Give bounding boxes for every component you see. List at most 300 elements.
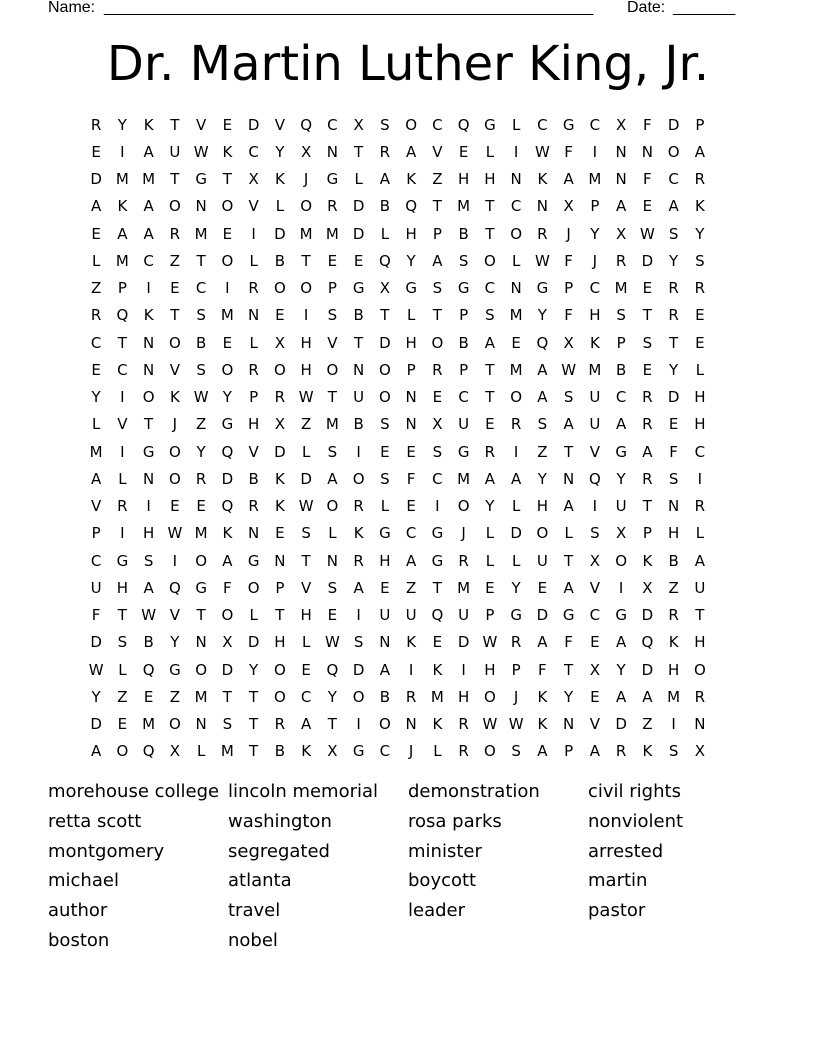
grid-letter[interactable]: M — [115, 170, 129, 189]
grid-letter[interactable]: J — [592, 251, 598, 270]
grid-letter[interactable]: R — [248, 497, 259, 516]
grid-letter[interactable]: D — [667, 388, 680, 407]
grid-letter[interactable]: E — [222, 115, 233, 134]
grid-letter[interactable]: N — [405, 415, 417, 434]
grid-letter[interactable]: G — [195, 170, 207, 189]
grid-letter[interactable]: D — [615, 715, 627, 734]
grid-letter[interactable]: S — [432, 442, 443, 461]
grid-letter[interactable]: I — [671, 715, 676, 734]
grid-letter[interactable]: D — [352, 224, 365, 243]
grid-letter[interactable]: F — [564, 251, 573, 270]
grid-letter[interactable]: T — [354, 333, 364, 352]
grid-letter[interactable]: D — [247, 633, 260, 652]
grid-letter[interactable]: B — [274, 742, 286, 761]
grid-letter[interactable]: Q — [431, 606, 444, 625]
grid-letter[interactable]: R — [248, 279, 259, 298]
grid-letter[interactable]: N — [510, 279, 522, 298]
grid-letter[interactable]: C — [537, 115, 548, 134]
grid-letter[interactable]: U — [589, 415, 601, 434]
grid-letter[interactable]: W — [193, 142, 209, 161]
grid-letter[interactable]: I — [356, 606, 361, 625]
grid-letter[interactable]: L — [249, 333, 258, 352]
grid-letter[interactable]: K — [274, 469, 285, 488]
grid-letter[interactable]: S — [485, 306, 495, 325]
grid-letter[interactable]: L — [406, 306, 416, 325]
grid-letter[interactable]: O — [510, 388, 523, 407]
grid-letter[interactable]: W — [88, 660, 104, 679]
grid-letter[interactable]: Y — [485, 497, 495, 516]
grid-letter[interactable]: M — [457, 197, 471, 216]
grid-letter[interactable]: I — [461, 660, 466, 679]
grid-letter[interactable]: G — [431, 551, 444, 570]
grid-letter[interactable]: M — [142, 170, 156, 189]
grid-letter[interactable]: C — [379, 742, 391, 761]
grid-letter[interactable]: E — [275, 524, 285, 543]
grid-letter[interactable]: P — [459, 306, 469, 325]
grid-letter[interactable]: Y — [249, 660, 259, 679]
grid-letter[interactable]: A — [563, 497, 574, 516]
grid-letter[interactable]: R — [458, 715, 469, 734]
grid-letter[interactable]: X — [353, 115, 364, 134]
grid-letter[interactable]: M — [614, 279, 628, 298]
grid-letter[interactable]: N — [195, 197, 207, 216]
grid-letter[interactable]: O — [221, 606, 234, 625]
grid-letter[interactable]: F — [406, 469, 416, 488]
grid-letter[interactable]: D — [274, 442, 286, 461]
grid-letter[interactable]: T — [249, 687, 259, 706]
grid-letter[interactable]: H — [694, 633, 706, 652]
grid-letter[interactable]: D — [90, 633, 102, 652]
grid-letter[interactable]: C — [143, 251, 154, 270]
grid-letter[interactable]: T — [170, 115, 180, 134]
grid-letter[interactable]: E — [380, 578, 390, 597]
grid-letter[interactable]: Z — [432, 170, 443, 189]
grid-letter[interactable]: S — [590, 524, 600, 543]
grid-letter[interactable]: P — [91, 524, 101, 543]
grid-letter[interactable]: F — [643, 170, 652, 189]
grid-letter[interactable]: T — [564, 660, 574, 679]
grid-letter[interactable]: O — [483, 687, 496, 706]
grid-letter[interactable]: G — [431, 524, 444, 543]
grid-letter[interactable]: G — [195, 578, 207, 597]
grid-letter[interactable]: R — [694, 279, 706, 298]
grid-letter[interactable]: H — [379, 551, 391, 570]
grid-letter[interactable]: Y — [669, 251, 679, 270]
grid-letter[interactable]: O — [142, 388, 155, 407]
grid-letter[interactable]: Z — [537, 442, 548, 461]
grid-letter[interactable]: Y — [406, 251, 416, 270]
grid-letter[interactable]: A — [484, 469, 495, 488]
grid-letter[interactable]: C — [510, 197, 522, 216]
grid-letter[interactable]: E — [301, 660, 311, 679]
grid-letter[interactable]: A — [615, 633, 627, 652]
grid-letter[interactable]: W — [534, 251, 550, 270]
grid-letter[interactable]: T — [642, 306, 652, 325]
grid-letter[interactable]: D — [247, 115, 260, 134]
grid-letter[interactable]: S — [222, 715, 233, 734]
grid-letter[interactable]: P — [275, 578, 285, 597]
grid-letter[interactable]: R — [169, 224, 181, 243]
grid-letter[interactable]: O — [168, 469, 181, 488]
grid-letter[interactable]: E — [458, 142, 469, 161]
grid-letter[interactable]: P — [695, 115, 705, 134]
grid-letter[interactable]: K — [274, 497, 285, 516]
grid-letter[interactable]: E — [275, 306, 285, 325]
grid-letter[interactable]: E — [485, 415, 495, 434]
grid-letter[interactable]: C — [694, 442, 706, 461]
grid-letter[interactable]: S — [327, 442, 338, 461]
grid-letter[interactable]: Y — [695, 224, 705, 243]
grid-letter[interactable]: A — [537, 360, 548, 379]
grid-letter[interactable]: A — [379, 170, 390, 189]
grid-letter[interactable]: E — [222, 333, 233, 352]
grid-letter[interactable]: E — [432, 388, 443, 407]
grid-letter[interactable]: Q — [168, 578, 181, 597]
grid-letter[interactable]: T — [196, 251, 206, 270]
grid-letter[interactable]: E — [590, 633, 600, 652]
grid-letter[interactable]: T — [196, 606, 206, 625]
grid-letter[interactable]: O — [168, 197, 181, 216]
grid-letter[interactable]: C — [589, 115, 601, 134]
grid-letter[interactable]: V — [589, 442, 600, 461]
grid-letter[interactable]: L — [275, 197, 285, 216]
grid-letter[interactable]: O — [168, 333, 181, 352]
grid-letter[interactable]: O — [221, 251, 234, 270]
grid-letter[interactable]: E — [406, 497, 416, 516]
grid-letter[interactable]: U — [694, 578, 706, 597]
grid-letter[interactable]: Q — [536, 333, 549, 352]
grid-letter[interactable]: P — [564, 279, 574, 298]
grid-letter[interactable]: C — [589, 606, 601, 625]
grid-letter[interactable]: C — [615, 388, 627, 407]
grid-letter[interactable]: E — [642, 360, 653, 379]
grid-letter[interactable]: O — [195, 660, 208, 679]
grid-letter[interactable]: W — [298, 497, 314, 516]
grid-letter[interactable]: I — [697, 469, 703, 488]
grid-letter[interactable]: A — [143, 224, 154, 243]
grid-letter[interactable]: E — [642, 197, 653, 216]
grid-letter[interactable]: V — [432, 142, 443, 161]
grid-letter[interactable]: A — [537, 633, 548, 652]
grid-letter[interactable]: H — [116, 578, 129, 597]
grid-letter[interactable]: X — [563, 197, 574, 216]
grid-letter[interactable]: O — [326, 360, 339, 379]
grid-letter[interactable]: I — [356, 715, 361, 734]
grid-letter[interactable]: A — [222, 551, 233, 570]
grid-letter[interactable]: M — [299, 224, 313, 243]
grid-letter[interactable]: O — [168, 715, 181, 734]
grid-letter[interactable]: W — [508, 715, 524, 734]
grid-letter[interactable]: Y — [222, 388, 232, 407]
grid-letter[interactable]: S — [380, 415, 390, 434]
grid-letter[interactable]: R — [117, 497, 128, 516]
grid-letter[interactable]: N — [143, 333, 155, 352]
grid-letter[interactable]: S — [196, 306, 206, 325]
grid-letter[interactable]: U — [353, 388, 365, 407]
grid-letter[interactable]: Z — [300, 415, 312, 434]
grid-letter[interactable]: J — [461, 524, 466, 543]
grid-letter[interactable]: W — [193, 388, 209, 407]
grid-letter[interactable]: L — [196, 742, 206, 761]
grid-letter[interactable]: B — [458, 333, 469, 352]
grid-letter[interactable]: N — [195, 715, 207, 734]
grid-letter[interactable]: K — [589, 333, 600, 352]
grid-letter[interactable]: L — [380, 224, 390, 243]
grid-letter[interactable]: U — [458, 606, 470, 625]
grid-letter[interactable]: R — [353, 551, 364, 570]
grid-letter[interactable]: I — [513, 142, 519, 161]
grid-letter[interactable]: O — [378, 388, 391, 407]
grid-letter[interactable]: V — [274, 115, 285, 134]
grid-letter[interactable]: T — [301, 251, 311, 270]
grid-letter[interactable]: W — [298, 388, 314, 407]
grid-letter[interactable]: U — [90, 578, 102, 597]
grid-letter[interactable]: O — [300, 197, 313, 216]
grid-letter[interactable]: Y — [564, 687, 574, 706]
grid-letter[interactable]: A — [405, 142, 417, 161]
grid-letter[interactable]: T — [669, 333, 679, 352]
grid-letter[interactable]: P — [642, 524, 652, 543]
grid-letter[interactable]: E — [91, 360, 101, 379]
grid-letter[interactable]: L — [695, 524, 705, 543]
grid-letter[interactable]: N — [641, 142, 653, 161]
grid-letter[interactable]: E — [170, 279, 180, 298]
grid-letter[interactable]: O — [378, 360, 391, 379]
grid-letter[interactable]: U — [589, 388, 601, 407]
grid-letter[interactable]: N — [248, 306, 260, 325]
grid-letter[interactable]: K — [642, 551, 653, 570]
grid-letter[interactable]: G — [405, 279, 417, 298]
grid-letter[interactable]: S — [695, 251, 705, 270]
grid-letter[interactable]: N — [353, 360, 365, 379]
grid-letter[interactable]: D — [274, 224, 286, 243]
grid-letter[interactable]: N — [379, 633, 391, 652]
grid-letter[interactable]: A — [589, 742, 600, 761]
grid-letter[interactable]: X — [327, 742, 338, 761]
grid-letter[interactable]: X — [300, 142, 312, 161]
grid-letter[interactable]: O — [536, 524, 549, 543]
grid-letter[interactable]: J — [566, 224, 571, 243]
grid-letter[interactable]: B — [379, 687, 391, 706]
grid-letter[interactable]: E — [695, 333, 705, 352]
grid-letter[interactable]: K — [432, 715, 443, 734]
grid-letter[interactable]: S — [117, 633, 128, 652]
grid-letter[interactable]: D — [667, 115, 680, 134]
grid-letter[interactable]: U — [405, 606, 417, 625]
grid-letter[interactable]: W — [482, 633, 498, 652]
grid-letter[interactable]: H — [300, 606, 312, 625]
grid-letter[interactable]: V — [248, 197, 259, 216]
grid-letter[interactable]: Y — [91, 388, 101, 407]
grid-letter[interactable]: E — [511, 333, 521, 352]
grid-letter[interactable]: E — [695, 306, 705, 325]
grid-letter[interactable]: M — [667, 687, 681, 706]
grid-letter[interactable]: E — [117, 715, 128, 734]
grid-letter[interactable]: A — [615, 415, 627, 434]
grid-letter[interactable]: O — [116, 742, 129, 761]
grid-letter[interactable]: N — [615, 170, 627, 189]
grid-letter[interactable]: V — [248, 442, 259, 461]
grid-letter[interactable]: L — [511, 551, 521, 570]
grid-letter[interactable]: Y — [537, 306, 547, 325]
grid-letter[interactable]: L — [380, 497, 390, 516]
grid-letter[interactable]: X — [615, 115, 627, 134]
grid-letter[interactable]: M — [220, 306, 234, 325]
grid-letter[interactable]: T — [485, 360, 495, 379]
grid-letter[interactable]: S — [380, 115, 390, 134]
grid-letter[interactable]: C — [405, 524, 417, 543]
grid-letter[interactable]: D — [221, 469, 234, 488]
grid-letter[interactable]: Q — [457, 115, 470, 134]
grid-letter[interactable]: S — [668, 469, 679, 488]
grid-letter[interactable]: S — [563, 388, 574, 407]
grid-letter[interactable]: U — [169, 142, 181, 161]
grid-letter[interactable]: E — [170, 497, 180, 516]
grid-letter[interactable]: S — [668, 224, 679, 243]
grid-letter[interactable]: T — [432, 578, 442, 597]
grid-letter[interactable]: G — [116, 551, 129, 570]
grid-letter[interactable]: E — [406, 442, 416, 461]
grid-letter[interactable]: M — [509, 360, 523, 379]
grid-letter[interactable]: E — [222, 224, 233, 243]
grid-letter[interactable]: R — [90, 115, 102, 134]
grid-letter[interactable]: W — [534, 142, 550, 161]
grid-letter[interactable]: A — [405, 551, 417, 570]
grid-letter[interactable]: K — [222, 142, 233, 161]
grid-letter[interactable]: E — [380, 442, 390, 461]
grid-letter[interactable]: C — [248, 142, 259, 161]
grid-letter[interactable]: T — [642, 497, 652, 516]
grid-letter[interactable]: C — [432, 469, 443, 488]
grid-letter[interactable]: W — [639, 224, 655, 243]
grid-letter[interactable]: L — [485, 142, 495, 161]
grid-letter[interactable]: S — [537, 415, 548, 434]
grid-letter[interactable]: A — [694, 551, 705, 570]
grid-letter[interactable]: B — [615, 360, 627, 379]
grid-letter[interactable]: E — [485, 578, 495, 597]
grid-letter[interactable]: T — [222, 170, 232, 189]
grid-letter[interactable]: C — [300, 687, 312, 706]
grid-letter[interactable]: Y — [590, 224, 600, 243]
grid-letter[interactable]: T — [327, 715, 337, 734]
grid-letter[interactable]: O — [195, 551, 208, 570]
grid-letter[interactable]: N — [405, 388, 417, 407]
grid-letter[interactable]: Y — [91, 687, 101, 706]
grid-letter[interactable]: A — [563, 415, 574, 434]
grid-letter[interactable]: K — [406, 633, 417, 652]
grid-letter[interactable]: V — [169, 606, 180, 625]
grid-letter[interactable]: A — [143, 142, 154, 161]
grid-letter[interactable]: X — [589, 660, 601, 679]
grid-letter[interactable]: R — [537, 224, 548, 243]
grid-letter[interactable]: H — [142, 524, 155, 543]
grid-letter[interactable]: R — [458, 551, 469, 570]
grid-letter[interactable]: G — [562, 606, 575, 625]
grid-letter[interactable]: F — [564, 306, 573, 325]
grid-letter[interactable]: R — [642, 469, 653, 488]
grid-letter[interactable]: H — [484, 170, 496, 189]
grid-letter[interactable]: G — [326, 170, 339, 189]
grid-letter[interactable]: A — [537, 388, 548, 407]
grid-letter[interactable]: D — [641, 606, 654, 625]
grid-letter[interactable]: R — [694, 687, 706, 706]
grid-letter[interactable]: Z — [642, 715, 653, 734]
grid-letter[interactable]: K — [668, 633, 679, 652]
grid-letter[interactable]: C — [668, 170, 679, 189]
grid-letter[interactable]: N — [694, 715, 706, 734]
grid-letter[interactable]: O — [221, 360, 234, 379]
grid-letter[interactable]: M — [220, 742, 234, 761]
grid-letter[interactable]: H — [457, 687, 470, 706]
grid-letter[interactable]: M — [457, 578, 471, 597]
grid-letter[interactable]: R — [248, 360, 259, 379]
grid-letter[interactable]: F — [91, 606, 101, 625]
grid-letter[interactable]: I — [120, 388, 125, 407]
grid-letter[interactable]: Q — [641, 633, 654, 652]
grid-letter[interactable]: K — [406, 170, 417, 189]
grid-letter[interactable]: G — [142, 442, 155, 461]
grid-letter[interactable]: C — [90, 551, 102, 570]
grid-letter[interactable]: D — [510, 524, 522, 543]
grid-letter[interactable]: R — [642, 388, 653, 407]
grid-letter[interactable]: S — [196, 360, 206, 379]
grid-letter[interactable]: X — [642, 578, 653, 597]
grid-letter[interactable]: H — [247, 415, 260, 434]
grid-letter[interactable]: R — [353, 497, 364, 516]
grid-letter[interactable]: M — [430, 687, 444, 706]
grid-letter[interactable]: E — [353, 251, 364, 270]
grid-letter[interactable]: S — [380, 469, 390, 488]
grid-letter[interactable]: Z — [117, 687, 128, 706]
grid-letter[interactable]: R — [510, 633, 522, 652]
grid-letter[interactable]: N — [563, 469, 575, 488]
grid-letter[interactable]: Y — [117, 115, 127, 134]
grid-letter[interactable]: L — [354, 170, 363, 189]
grid-letter[interactable]: Q — [405, 197, 418, 216]
grid-letter[interactable]: D — [352, 660, 365, 679]
grid-letter[interactable]: T — [222, 687, 232, 706]
grid-letter[interactable]: K — [274, 170, 285, 189]
grid-letter[interactable]: P — [117, 279, 127, 298]
grid-letter[interactable]: J — [303, 170, 309, 189]
grid-letter[interactable]: S — [668, 742, 679, 761]
grid-letter[interactable]: C — [458, 388, 469, 407]
grid-letter[interactable]: D — [379, 333, 391, 352]
grid-letter[interactable]: I — [146, 279, 151, 298]
grid-letter[interactable]: I — [356, 442, 361, 461]
grid-letter[interactable]: J — [172, 415, 178, 434]
grid-letter[interactable]: M — [588, 170, 602, 189]
grid-letter[interactable]: S — [353, 633, 364, 652]
grid-letter[interactable]: I — [618, 578, 624, 597]
grid-letter[interactable]: H — [405, 224, 417, 243]
grid-letter[interactable]: G — [615, 442, 627, 461]
grid-letter[interactable]: R — [405, 687, 417, 706]
grid-letter[interactable]: F — [564, 142, 573, 161]
grid-letter[interactable]: B — [274, 251, 286, 270]
grid-letter[interactable]: T — [564, 442, 574, 461]
grid-letter[interactable]: Y — [616, 660, 626, 679]
grid-letter[interactable]: G — [352, 742, 365, 761]
grid-letter[interactable]: M — [194, 687, 208, 706]
grid-letter[interactable]: I — [146, 497, 151, 516]
grid-letter[interactable]: S — [432, 279, 443, 298]
grid-letter[interactable]: A — [510, 469, 522, 488]
grid-letter[interactable]: E — [143, 687, 154, 706]
grid-letter[interactable]: P — [485, 606, 495, 625]
grid-letter[interactable]: F — [669, 442, 678, 461]
grid-letter[interactable]: T — [144, 415, 154, 434]
